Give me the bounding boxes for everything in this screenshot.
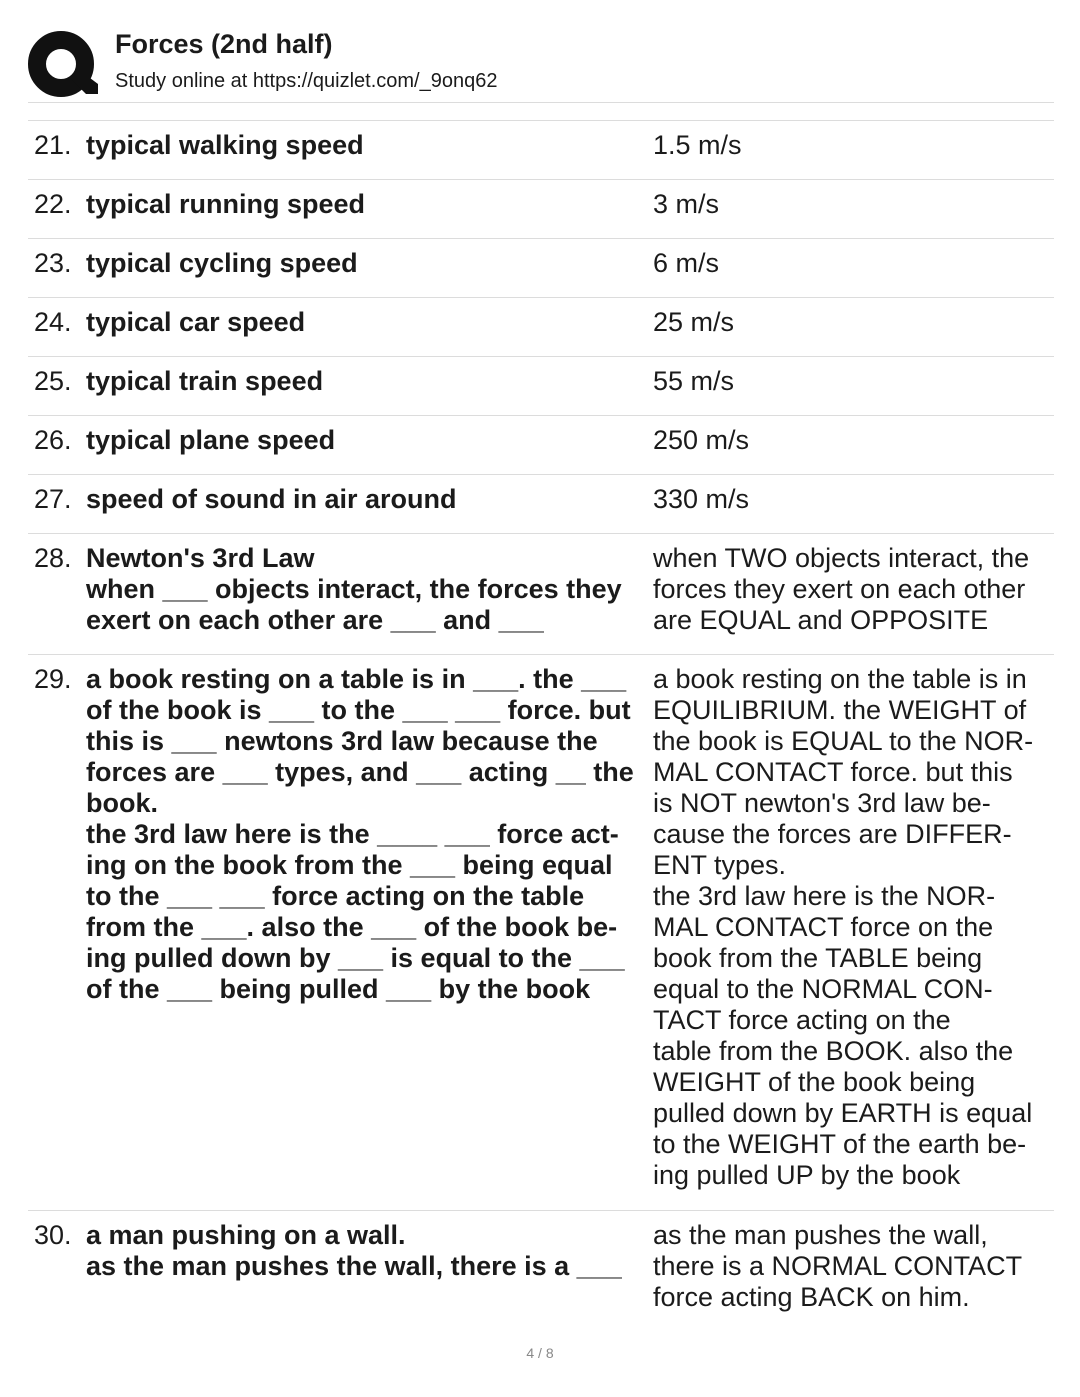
card-term: a man pushing on a wall. as the man pushes the wall, there is a ___ (86, 1220, 622, 1281)
card-term: typical plane speed (86, 425, 336, 455)
card-term: typical car speed (86, 307, 306, 337)
study-online-link[interactable]: Study online at https://quizlet.com/_9onq62 (115, 70, 498, 92)
card-term: typical running speed (86, 189, 366, 219)
card-term: Newton's 3rd Law when ___ objects interact, the forces they exert on each other are ___ and ___ (86, 543, 622, 635)
card-row (28, 357, 1054, 416)
card-definition: a book resting on the table is in EQUILIBRIUM. the WEIGHT of the book is EQUAL to the NOR- MAL CONTACT force. but this is NOT newton's 3rd law be- cause the forces are DIFFER- ENT types. the 3rd law here is the NOR- MAL CONTACT force on the book from the TABLE being equal to the NORMAL CON- TACT force acting on the table from the BOOK. also the WEIGHT of the book being pulled down by EARTH is equal to the WEIGHT of the earth be- ing pulled UP by the book (653, 664, 1034, 1190)
card-definition: 330 m/s (653, 484, 750, 514)
card-definition: 250 m/s (653, 425, 750, 455)
card-row (28, 475, 1054, 534)
card-row (28, 180, 1054, 239)
card-number: 25. (34, 366, 72, 396)
card-row (28, 239, 1054, 298)
page-title: Forces (2nd half) (115, 29, 333, 59)
card-number: 22. (34, 189, 72, 219)
card-definition: 25 m/s (653, 307, 735, 337)
card-row (28, 534, 1054, 655)
card-definition: when TWO objects interact, the forces they exert on each other are EQUAL and OPPOSITE (653, 543, 1030, 635)
card-row (28, 298, 1054, 357)
card-number: 26. (34, 425, 72, 455)
card-number: 28. (34, 543, 72, 573)
card-definition: 3 m/s (653, 189, 720, 219)
card-term: typical walking speed (86, 130, 364, 160)
card-number: 29. (34, 664, 72, 694)
page-header (28, 28, 1054, 103)
card-number: 30. (34, 1220, 72, 1250)
card-row (28, 416, 1054, 475)
card-definition: as the man pushes the wall, there is a NORMAL CONTACT force acting BACK on him. (653, 1220, 1023, 1312)
card-row (28, 1211, 1054, 1321)
page-number: 4 / 8 (526, 1345, 554, 1361)
card-row (28, 655, 1054, 1211)
card-term: typical cycling speed (86, 248, 358, 278)
flashcard-list (28, 120, 1054, 1321)
card-term: speed of sound in air around (86, 484, 457, 514)
card-number: 24. (34, 307, 72, 337)
card-term: a book resting on a table is in ___. the ___ of the book is ___ to the ___ ___ force. but this is ___ newtons 3rd law because the forces are ___ types, and ___ acting __ the book. the 3rd law here is the ____ ___ force act- ing on the book from the ___ being equal to the ___ ___ force acting on the table from the ___. also the ___ of the book be- ing pulled down by ___ is equal to the ___ of the ___ being pulled ___ by the book (86, 664, 634, 1004)
card-number: 27. (34, 484, 72, 514)
quizlet-logo-icon (28, 28, 100, 100)
card-term: typical train speed (86, 366, 324, 396)
card-definition: 6 m/s (653, 248, 720, 278)
card-number: 21. (34, 130, 72, 160)
card-row (28, 121, 1054, 180)
card-definition: 1.5 m/s (653, 130, 742, 160)
card-number: 23. (34, 248, 72, 278)
card-definition: 55 m/s (653, 366, 735, 396)
